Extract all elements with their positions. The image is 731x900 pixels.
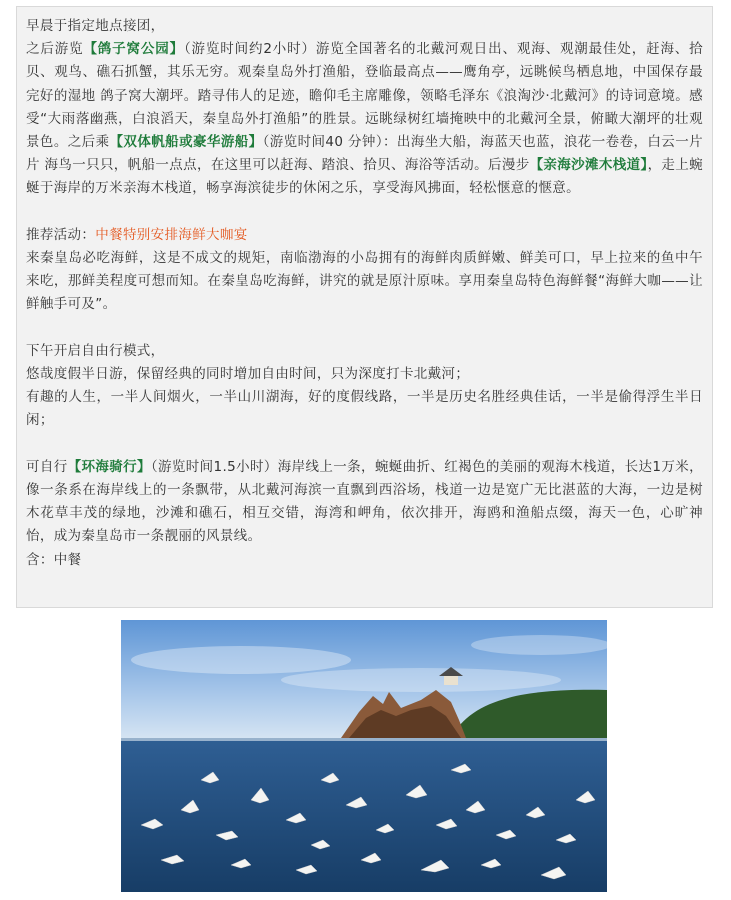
seaside-egrets-photo xyxy=(121,620,607,892)
spot-catamaran-cruise: 【双体帆船或豪华游船】 xyxy=(109,134,263,151)
tour-text-1: 之后游览 xyxy=(26,41,84,58)
tour-text-4: ，走上蜿蜒于海岸的万米亲海木栈道，畅享海滨徒步的休闲之乐，享受海风拂面，轻松惬意的惬意。 xyxy=(26,157,703,197)
tour-text-3: （游览时间40 分钟）：出海坐大船，海蓝天也蓝，浪花一卷卷，白云一片片 海鸟一只只，帆船一点点，在这里可以赶海、踏浪、拾贝、海浴等活动。后漫步 xyxy=(26,134,703,174)
tour-text-2: （游览时间约2小时）游览全国著名的北戴河观日出、观海、观潮最佳处，赶海、拾贝、观鸟、礁石抓蟹，其乐无穷。观秦皇岛外打渔船，登临最高点——鹰角亭，远眺候鸟栖息地，中国保存最完好的湿地 鸽子窝大潮坪。踏寻伟人的足迹，瞻仰毛主席雕像，领略毛泽东《浪淘沙·北戴河》的诗词意境。感受“大雨落幽燕，白浪滔天，秦皇岛外打渔船”的胜景。远眺绿树红墙掩映中的北戴河全景，俯瞰大潮坪的壮观景色。之后乘 xyxy=(26,41,704,151)
cycling-text-1: 可自行 xyxy=(26,458,68,475)
paragraph-cycling xyxy=(26,456,703,549)
itinerary-box xyxy=(16,6,713,608)
spot-coastal-cycling: 【环海骑行】 xyxy=(67,458,151,475)
paragraph-tour xyxy=(26,38,703,200)
meal-included: 含：中餐 xyxy=(26,551,82,568)
recommendation-title: 中餐特别安排海鲜大咖宴 xyxy=(95,226,248,243)
spot-pigeon-nest-park: 【鸽子窝公园】 xyxy=(83,41,184,58)
afternoon-line-3: 有趣的人生，一半人间烟火，一半山川湖海，好的度假线路，一半是历史名胜经典佳话，一半是偷得浮生半日闲； xyxy=(26,389,703,429)
recommendation-heading xyxy=(26,224,703,247)
recommendation-body: 来秦皇岛必吃海鲜，这是不成文的规矩，南临渤海的小岛拥有的海鲜肉质鲜嫩、鲜美可口，早上拉来的鱼中午来吃，那鲜美程度可想而知。在秦皇岛吃海鲜，讲究的就是原汁原味。享用秦皇岛特色海鲜餐“海鲜大咖——让鲜触手可及”。 xyxy=(26,250,703,313)
spot-beach-boardwalk: 【亲海沙滩木栈道】 xyxy=(529,157,648,174)
recommendation-label: 推荐活动： xyxy=(26,226,96,243)
cycling-text-2: （游览时间1.5小时）海岸线上一条，蜿蜒曲折、红褐色的美丽的观海木栈道，长达1万米，像一条系在海岸线上的一条飘带，从北戴河海滨一直飘到西浴场，栈道一边是宽广无比湛蓝的大海，一边是树木花草丰茂的绿地，沙滩和礁石，相互交错，海湾和岬角，依次排开，海鸥和渔船点缀，海天一色，心旷神怡，成为秦皇岛市一条靓丽的风景线。 xyxy=(26,458,703,545)
afternoon-line-2: 悠哉度假半日游，保留经典的同时增加自由时间，只为深度打卡北戴河； xyxy=(26,366,470,383)
afternoon-line-1: 下午开启自由行模式， xyxy=(26,342,165,359)
itinerary-text xyxy=(26,15,703,572)
paragraph-intro xyxy=(26,15,703,38)
intro-line: 早晨于指定地点接团， xyxy=(26,18,165,34)
